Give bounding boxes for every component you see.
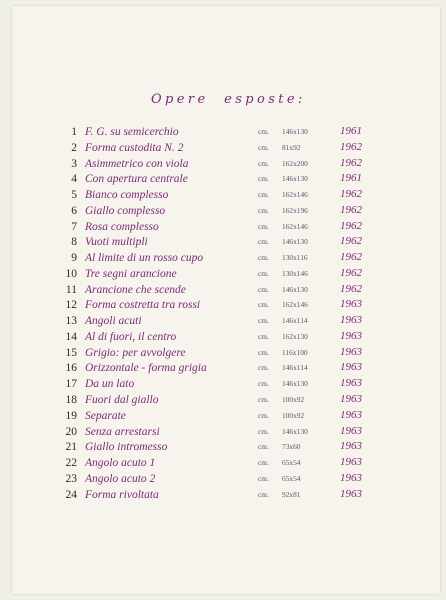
item-dimensions: 162x146 [282, 300, 308, 310]
item-year: 1962 [340, 156, 362, 169]
item-unit: cm. [258, 489, 269, 499]
item-title: Angoli acuti [85, 315, 142, 328]
item-dimensions: 146x130 [282, 426, 308, 436]
item-year: 1963 [340, 487, 362, 500]
item-number: 10 [65, 267, 77, 280]
list-item [0, 345, 446, 361]
item-unit: cm. [258, 316, 269, 326]
item-year: 1963 [340, 377, 362, 390]
item-year: 1962 [340, 251, 362, 264]
item-year: 1963 [340, 408, 362, 421]
item-year: 1962 [340, 282, 362, 295]
list-item [0, 313, 446, 329]
item-year: 1962 [340, 219, 362, 232]
list-item [0, 234, 446, 250]
item-number: 1 [71, 126, 77, 138]
item-unit: cm. [258, 127, 269, 136]
list-item [0, 282, 446, 298]
list-item [0, 424, 446, 440]
item-dimensions: 162x196 [282, 205, 308, 215]
item-unit: cm. [258, 300, 269, 310]
works-list [0, 124, 446, 502]
item-unit: cm. [258, 205, 269, 215]
item-title: Da un lato [85, 378, 135, 391]
list-item [0, 219, 446, 235]
item-title: Fuori dal giallo [85, 394, 159, 407]
item-year: 1963 [340, 361, 362, 374]
item-dimensions: 81x92 [282, 142, 301, 152]
item-dimensions: 65x54 [282, 458, 301, 468]
item-unit: cm. [258, 237, 269, 247]
item-number: 14 [65, 330, 77, 343]
item-title: Forma rivoltata [85, 488, 159, 501]
item-number: 19 [65, 409, 77, 422]
item-number: 16 [65, 362, 77, 375]
item-title: Rosa complesso [85, 220, 159, 233]
item-number: 5 [71, 189, 77, 202]
item-year: 1963 [340, 345, 362, 358]
item-dimensions: 146x114 [282, 363, 308, 373]
item-number: 2 [71, 141, 77, 154]
item-unit: cm. [258, 331, 269, 341]
item-unit: cm. [258, 347, 269, 357]
item-number: 22 [65, 457, 77, 470]
item-number: 23 [65, 472, 77, 485]
item-year: 1962 [340, 140, 362, 153]
list-item [0, 376, 446, 392]
item-title: Vuoti multipli [85, 236, 148, 249]
item-dimensions: 146x130 [282, 284, 308, 294]
list-item [0, 408, 446, 424]
item-number: 6 [71, 204, 77, 217]
item-title: Grigio: per avvolgere [85, 346, 186, 359]
item-unit: cm. [258, 142, 269, 152]
item-title: Orizzontale - forma grigia [85, 362, 207, 375]
item-title: F. G. su semicerchio [85, 126, 179, 138]
item-number: 8 [71, 236, 77, 249]
item-title: Giallo complesso [85, 204, 166, 217]
item-dimensions: 130x116 [282, 253, 308, 263]
item-dimensions: 146x130 [282, 237, 308, 247]
list-item [0, 140, 446, 156]
item-title: Senza arrestarsi [85, 425, 160, 438]
item-title: Angolo acuto 2 [85, 472, 156, 485]
item-unit: cm. [258, 190, 269, 200]
item-number: 11 [65, 283, 77, 296]
list-item [0, 250, 446, 266]
item-title: Tre segni arancione [85, 267, 177, 280]
item-year: 1963 [340, 471, 362, 484]
item-dimensions: 146x130 [282, 127, 308, 136]
item-title: Angolo acuto 1 [85, 457, 156, 470]
item-title: Al limite di un rosso cupo [85, 252, 204, 265]
item-unit: cm. [258, 410, 269, 420]
item-dimensions: 130x146 [282, 268, 308, 278]
list-item [0, 329, 446, 345]
item-number: 7 [71, 220, 77, 233]
item-dimensions: 100x92 [282, 410, 305, 420]
item-year: 1963 [340, 329, 362, 342]
item-dimensions: 146x130 [282, 174, 308, 184]
item-year: 1963 [340, 298, 362, 311]
item-year: 1961 [340, 172, 362, 185]
item-number: 17 [65, 378, 77, 391]
item-dimensions: 162x146 [282, 190, 308, 200]
item-number: 12 [65, 299, 77, 312]
item-year: 1962 [340, 266, 362, 279]
item-number: 15 [65, 346, 77, 359]
item-dimensions: 116x100 [282, 347, 308, 357]
item-unit: cm. [258, 442, 269, 452]
item-dimensions: 100x92 [282, 395, 305, 405]
list-item [0, 297, 446, 313]
item-year: 1962 [340, 188, 362, 201]
item-number: 13 [65, 315, 77, 328]
list-item [0, 156, 446, 172]
item-dimensions: 65x54 [282, 473, 301, 483]
item-year: 1963 [340, 393, 362, 406]
item-dimensions: 146x114 [282, 316, 308, 326]
item-year: 1963 [340, 424, 362, 437]
item-number: 3 [71, 157, 77, 170]
item-title: Al di fuori, il centro [85, 330, 177, 343]
item-unit: cm. [258, 284, 269, 294]
item-unit: cm. [258, 379, 269, 389]
item-number: 20 [65, 425, 77, 438]
item-dimensions: 146x130 [282, 379, 308, 389]
item-year: 1963 [340, 314, 362, 327]
item-title: Forma costretta tra rossi [85, 299, 201, 312]
item-unit: cm. [258, 473, 269, 483]
item-year: 1962 [340, 235, 362, 248]
item-title: Con apertura centrale [85, 173, 188, 186]
item-unit: cm. [258, 253, 269, 263]
list-item [0, 203, 446, 219]
list-item [0, 266, 446, 282]
list-item [0, 471, 446, 487]
list-item [0, 439, 446, 455]
item-number: 4 [71, 173, 77, 186]
item-number: 18 [65, 394, 77, 407]
item-dimensions: 162x200 [282, 158, 308, 168]
item-dimensions: 92x81 [282, 489, 301, 499]
item-year: 1962 [340, 203, 362, 216]
item-unit: cm. [258, 458, 269, 468]
item-year: 1961 [340, 125, 362, 137]
item-unit: cm. [258, 426, 269, 436]
item-dimensions: 162x130 [282, 331, 308, 341]
item-unit: cm. [258, 221, 269, 231]
list-item [0, 455, 446, 471]
item-title: Asimmetrico con viola [85, 157, 189, 170]
item-year: 1963 [340, 456, 362, 469]
item-dimensions: 73x60 [282, 442, 301, 452]
item-dimensions: 162x146 [282, 221, 308, 231]
item-number: 9 [71, 252, 77, 265]
item-number: 24 [65, 488, 77, 501]
list-item [0, 487, 446, 503]
list-item [0, 360, 446, 376]
item-title: Giallo intromesso [85, 441, 168, 454]
list-item [0, 171, 446, 187]
item-title: Separate [85, 409, 126, 422]
item-unit: cm. [258, 363, 269, 373]
item-unit: cm. [258, 395, 269, 405]
page-heading: Opere esposte: [151, 92, 306, 107]
list-item [0, 124, 446, 140]
item-unit: cm. [258, 158, 269, 168]
item-title: Arancione che scende [85, 283, 186, 296]
item-number: 21 [65, 441, 77, 454]
item-title: Forma custodita N. 2 [85, 141, 184, 154]
item-year: 1963 [340, 440, 362, 453]
item-unit: cm. [258, 268, 269, 278]
list-item [0, 392, 446, 408]
item-unit: cm. [258, 174, 269, 184]
list-item [0, 187, 446, 203]
item-title: Bianco complesso [85, 189, 169, 202]
